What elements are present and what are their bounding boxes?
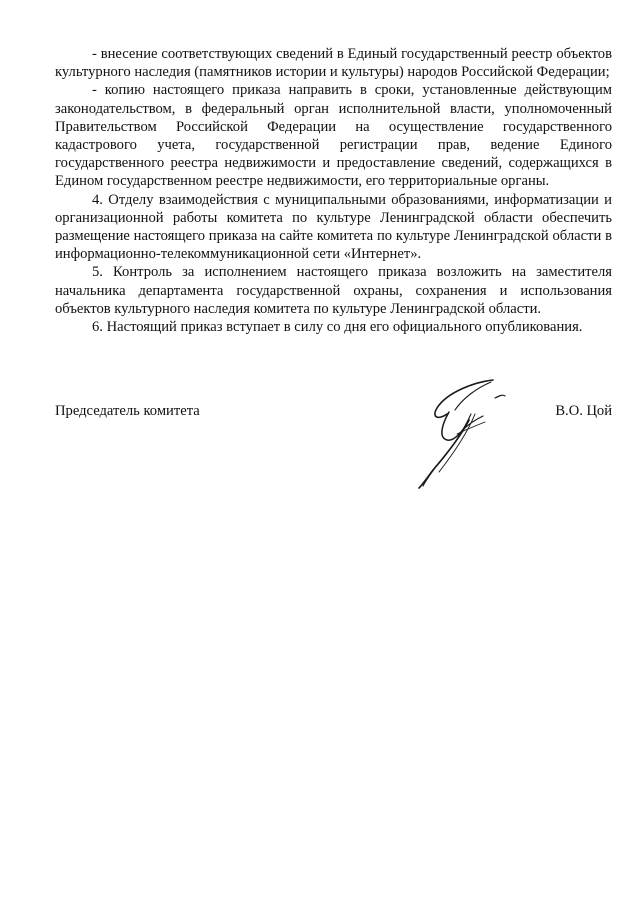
signer-title: Председатель комитета bbox=[55, 403, 200, 419]
paragraph-register-entry: - внесение соответствующих сведений в Единый государственный реестр объектов культурного наследия (памятников истории и культуры) народов Российской Федерации; bbox=[55, 46, 612, 81]
handwritten-signature bbox=[405, 374, 535, 494]
paragraph-item-6: 6. Настоящий приказ вступает в силу со дня его официального опубликования. bbox=[92, 319, 583, 336]
document-body bbox=[55, 45, 612, 336]
paragraph-item-4: 4. Отделу взаимодействия с муниципальными образованиями, информатизации и организационной работы комитета по культуре Ленинградской области обеспечить размещение настоящего приказа на сайте комитета по культуре Ленинградской области в информационно-телекоммуникационной сети «Интернет». bbox=[55, 191, 612, 263]
paragraph-send-copy: - копию настоящего приказа направить в сроки, установленные действующим законодательством, в федеральный орган исполнительной власти, уполномоченный Правительством Российской Федерации на осуществление государственного кадастрового учета, государственной регистрации прав, ведение Единого государственного реестра недвижимости и предоставление сведений, содержащихся в Едином государственном реестре недвижимости, его территориальные органы. bbox=[55, 82, 612, 190]
signature-block bbox=[55, 402, 612, 502]
signer-name: В.О. Цой bbox=[555, 403, 612, 419]
paragraph-item-5: 5. Контроль за исполнением настоящего приказа возложить на заместителя начальника департамента государственной охраны, сохранения и использования объектов культурного наследия комитета по культуре Ленинградской области. bbox=[55, 264, 612, 317]
